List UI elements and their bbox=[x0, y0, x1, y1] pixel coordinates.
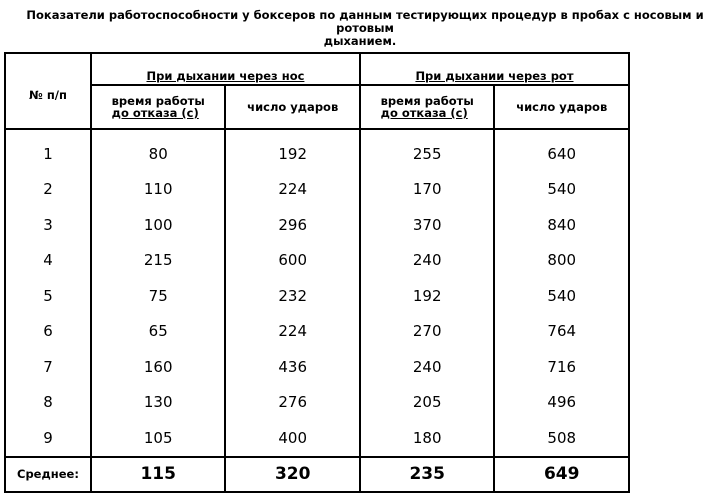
cell-mouth-time: 240 bbox=[360, 349, 495, 385]
footer-nose-hits: 320 bbox=[225, 457, 360, 492]
cell-nose-time: 215 bbox=[91, 243, 226, 279]
header-mouth-time bbox=[360, 85, 495, 128]
cell-mouth-hits: 540 bbox=[494, 172, 629, 208]
header-nose-time-l2: до отказа (с) bbox=[111, 106, 199, 120]
cell-mouth-hits: 640 bbox=[494, 129, 629, 172]
header-group-nose bbox=[91, 53, 360, 85]
cell-nose-hits: 600 bbox=[225, 243, 360, 279]
header-mouth-time-l2: до отказа (с) bbox=[380, 106, 468, 120]
cell-nose-time: 100 bbox=[91, 207, 226, 243]
cell-mouth-time: 255 bbox=[360, 129, 495, 172]
table-row bbox=[5, 207, 629, 243]
page-title bbox=[0, 9, 720, 48]
cell-num: 8 bbox=[5, 385, 91, 421]
cell-nose-hits: 224 bbox=[225, 172, 360, 208]
header-row-groups bbox=[5, 53, 629, 85]
cell-nose-hits: 436 bbox=[225, 349, 360, 385]
cell-nose-time: 75 bbox=[91, 278, 226, 314]
header-nose-time-l1: время работы bbox=[111, 94, 205, 108]
cell-mouth-time: 270 bbox=[360, 314, 495, 350]
header-group-mouth-label: При дыхании через рот bbox=[415, 69, 574, 83]
footer-row bbox=[5, 457, 629, 492]
header-nose-time bbox=[91, 85, 226, 128]
cell-num: 7 bbox=[5, 349, 91, 385]
cell-mouth-time: 192 bbox=[360, 278, 495, 314]
cell-nose-time: 65 bbox=[91, 314, 226, 350]
cell-nose-time: 160 bbox=[91, 349, 226, 385]
cell-num: 6 bbox=[5, 314, 91, 350]
cell-nose-time: 130 bbox=[91, 385, 226, 421]
cell-mouth-time: 170 bbox=[360, 172, 495, 208]
cell-mouth-time: 370 bbox=[360, 207, 495, 243]
header-nose-hits: число ударов bbox=[225, 85, 360, 128]
cell-mouth-hits: 508 bbox=[494, 420, 629, 457]
header-group-nose-label: При дыхании через нос bbox=[146, 69, 305, 83]
cell-nose-hits: 232 bbox=[225, 278, 360, 314]
cell-mouth-time: 240 bbox=[360, 243, 495, 279]
cell-mouth-hits: 496 bbox=[494, 385, 629, 421]
header-group-mouth bbox=[360, 53, 629, 85]
cell-nose-hits: 224 bbox=[225, 314, 360, 350]
title-line-1: Показатели работоспособности у боксеров по данным тестирующих процедур в пробах с носовым и ротовым bbox=[26, 8, 704, 35]
footer-mouth-time: 235 bbox=[360, 457, 495, 492]
footer-nose-time: 115 bbox=[91, 457, 226, 492]
table-row bbox=[5, 129, 629, 172]
cell-nose-hits: 276 bbox=[225, 385, 360, 421]
table-row bbox=[5, 172, 629, 208]
title-line-2: дыханием. bbox=[323, 34, 397, 48]
cell-num: 3 bbox=[5, 207, 91, 243]
table-row bbox=[5, 278, 629, 314]
footer-label: Среднее: bbox=[5, 457, 91, 492]
cell-num: 4 bbox=[5, 243, 91, 279]
cell-num: 2 bbox=[5, 172, 91, 208]
cell-mouth-hits: 716 bbox=[494, 349, 629, 385]
cell-nose-hits: 400 bbox=[225, 420, 360, 457]
table-row bbox=[5, 243, 629, 279]
cell-nose-time: 105 bbox=[91, 420, 226, 457]
cell-mouth-time: 180 bbox=[360, 420, 495, 457]
cell-mouth-hits: 840 bbox=[494, 207, 629, 243]
cell-mouth-hits: 764 bbox=[494, 314, 629, 350]
table-row bbox=[5, 385, 629, 421]
header-num: № п/п bbox=[5, 53, 91, 128]
table-row bbox=[5, 420, 629, 457]
header-mouth-time-l1: время работы bbox=[380, 94, 474, 108]
results-table bbox=[4, 52, 630, 493]
cell-nose-time: 110 bbox=[91, 172, 226, 208]
cell-nose-time: 80 bbox=[91, 129, 226, 172]
header-mouth-hits: число ударов bbox=[494, 85, 629, 128]
header-row-sub bbox=[5, 85, 629, 128]
table-row bbox=[5, 314, 629, 350]
cell-mouth-hits: 540 bbox=[494, 278, 629, 314]
table-row bbox=[5, 349, 629, 385]
cell-num: 5 bbox=[5, 278, 91, 314]
cell-num: 9 bbox=[5, 420, 91, 457]
cell-nose-hits: 296 bbox=[225, 207, 360, 243]
cell-mouth-hits: 800 bbox=[494, 243, 629, 279]
footer-mouth-hits: 649 bbox=[494, 457, 629, 492]
cell-mouth-time: 205 bbox=[360, 385, 495, 421]
cell-nose-hits: 192 bbox=[225, 129, 360, 172]
cell-num: 1 bbox=[5, 129, 91, 172]
